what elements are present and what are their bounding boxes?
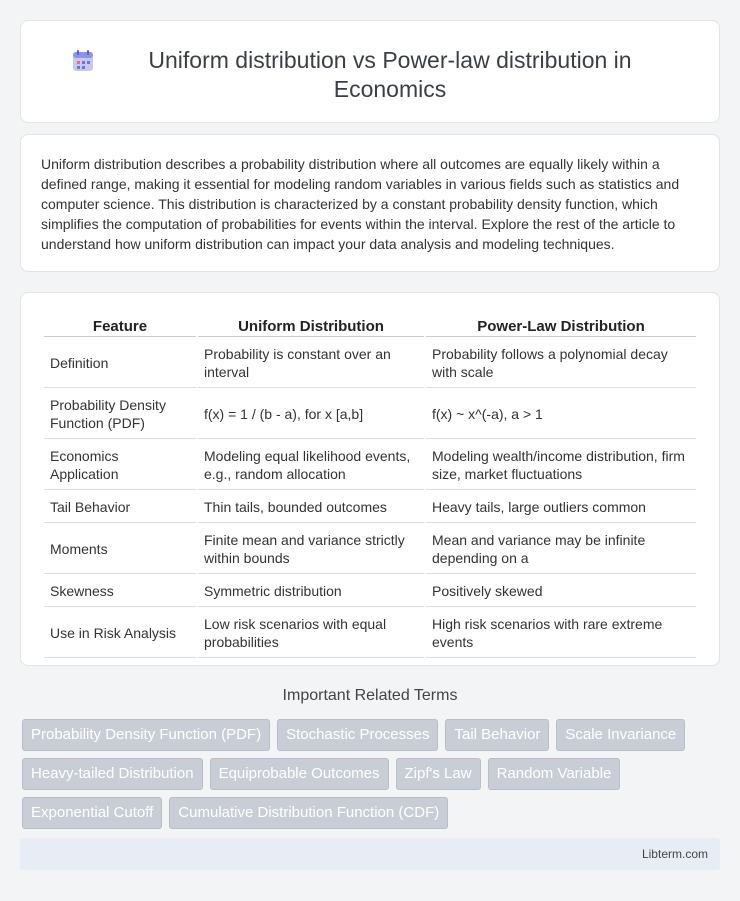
header-power-law: Power-Law Distribution <box>426 317 696 337</box>
related-term-tag[interactable]: Random Variable <box>488 758 621 790</box>
cell-power-law: f(x) ~ x^(-a), a > 1 <box>426 390 696 439</box>
header-feature: Feature <box>44 317 196 337</box>
cell-power-law: Heavy tails, large outliers common <box>426 492 696 523</box>
cell-power-law: Modeling wealth/income distribution, firm size, market fluctuations <box>426 441 696 490</box>
intro-card <box>20 134 720 272</box>
page-title: Uniform distribution vs Power-law distribution in Economics <box>148 47 632 102</box>
header-uniform: Uniform Distribution <box>198 317 424 337</box>
cell-power-law: High risk scenarios with rare extreme events <box>426 609 696 658</box>
cell-uniform: Low risk scenarios with equal probabilities <box>198 609 424 658</box>
cell-uniform: Finite mean and variance strictly within bounds <box>198 525 424 574</box>
related-term-tag[interactable]: Equiprobable Outcomes <box>210 758 389 790</box>
related-term-tag[interactable]: Heavy-tailed Distribution <box>22 758 203 790</box>
table-header-row <box>44 317 696 337</box>
table-row <box>44 609 696 658</box>
cell-uniform: Probability is constant over an interval <box>198 339 424 388</box>
comparison-card <box>20 292 720 666</box>
table-row <box>44 525 696 574</box>
related-term-tag[interactable]: Tail Behavior <box>445 719 549 751</box>
table-row <box>44 441 696 490</box>
cell-power-law: Probability follows a polynomial decay with scale <box>426 339 696 388</box>
cell-feature: Definition <box>44 339 196 388</box>
related-term-tag[interactable]: Exponential Cutoff <box>22 797 162 829</box>
cell-uniform: Symmetric distribution <box>198 576 424 607</box>
cell-uniform: f(x) = 1 / (b - a), for x [a,b] <box>198 390 424 439</box>
title-card <box>20 20 720 123</box>
calendar-icon <box>70 48 96 74</box>
table-row <box>44 576 696 607</box>
cell-uniform: Modeling equal likelihood events, e.g., random allocation <box>198 441 424 490</box>
comparison-table <box>42 315 698 660</box>
cell-feature: Moments <box>44 525 196 574</box>
related-terms-list <box>22 719 722 829</box>
related-term-tag[interactable]: Stochastic Processes <box>277 719 438 751</box>
related-terms-title: Important Related Terms <box>282 687 458 704</box>
table-row <box>44 492 696 523</box>
cell-feature: Economics Application <box>44 441 196 490</box>
intro-paragraph: Uniform distribution describes a probability distribution where all outcomes are equally likely within a defined range, making it essential for modeling random variables in various fields such as statistics and computer science. This distribution is characterized by a constant probability density function, which simplifies the computation of probabilities for events within the interval. Explore the rest of the article to understand how uniform distribution can impact your data analysis and modeling techniques. <box>41 156 680 252</box>
related-term-tag[interactable]: Cumulative Distribution Function (CDF) <box>169 797 448 829</box>
footer-site-link[interactable]: Libterm.com <box>641 847 708 861</box>
cell-feature: Probability Density Function (PDF) <box>44 390 196 439</box>
related-term-tag[interactable]: Scale Invariance <box>556 719 685 751</box>
cell-power-law: Mean and variance may be infinite depending on a <box>426 525 696 574</box>
cell-power-law: Positively skewed <box>426 576 696 607</box>
cell-feature: Tail Behavior <box>44 492 196 523</box>
footer <box>20 838 720 870</box>
related-term-tag[interactable]: Probability Density Function (PDF) <box>22 719 270 751</box>
cell-feature: Skewness <box>44 576 196 607</box>
cell-uniform: Thin tails, bounded outcomes <box>198 492 424 523</box>
related-term-tag[interactable]: Zipf's Law <box>396 758 481 790</box>
table-row <box>44 390 696 439</box>
cell-feature: Use in Risk Analysis <box>44 609 196 658</box>
table-row <box>44 339 696 388</box>
